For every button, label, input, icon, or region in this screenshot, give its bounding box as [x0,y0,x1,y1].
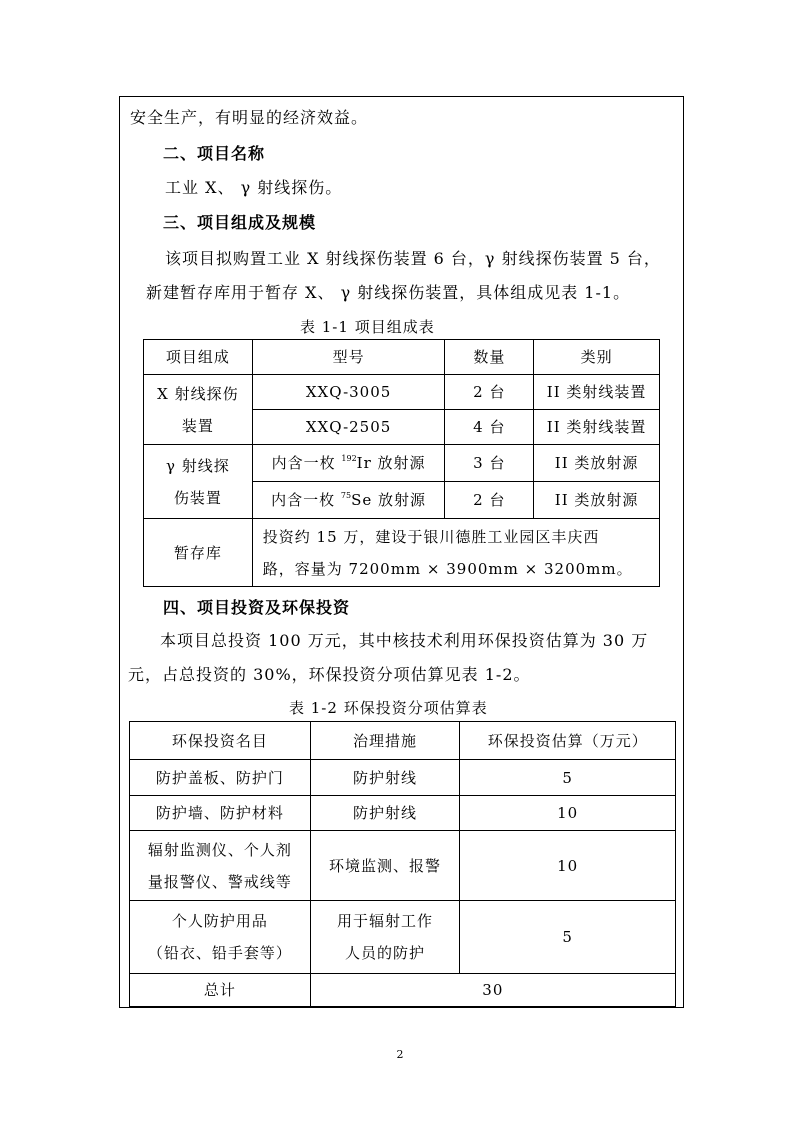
table2-header-cell: 环保投资估算（万元） [460,722,676,760]
section2-heading: 二、项目名称 [163,144,266,163]
table-row [144,519,660,587]
table-row [144,375,660,410]
table-row [130,760,676,796]
measure-cell [310,901,460,974]
storage-line1: 投资约 15 万，建设于银川德胜工业园区丰庆西 [262,527,600,546]
section4-heading: 四、项目投资及环保投资 [163,598,351,617]
measure-cell: 防护射线 [310,796,460,831]
model-prefix: 内含一枚 [271,454,342,472]
qty-cell: 2 台 [445,375,534,410]
amount-cell: 10 [460,831,676,901]
gamma-group-line1: γ 射线探 [166,456,230,475]
table1-header-row [144,340,660,375]
measure-line2: 人员的防护 [345,944,426,962]
xray-group-line2: 装置 [181,416,214,435]
table2-header-cell: 环保投资名目 [130,722,311,760]
category-cell: II 类放射源 [534,445,660,482]
item-line1: 辐射监测仪、个人剂 [147,840,292,859]
gamma-group-cell [144,445,253,519]
model-cell: XXQ-3005 [252,375,445,410]
model-suffix: Ir 放射源 [356,454,426,472]
amount-cell: 5 [460,901,676,974]
section2-text: 工业 X、 γ 射线探伤。 [165,178,343,197]
item-cell: 防护盖板、防护门 [130,760,311,796]
table2-caption: 表 1-2 环保投资分项估算表 [289,699,488,717]
table-row [130,901,676,974]
model-suffix: Se 放射源 [351,491,427,509]
measure-cell: 环境监测、报警 [310,831,460,901]
table-row [130,974,676,1007]
table-row [144,445,660,482]
table-row [130,796,676,831]
xray-group-line1: X 射线探伤 [157,384,239,403]
qty-cell: 3 台 [445,445,534,482]
total-label-cell: 总计 [130,974,311,1007]
table1 [143,339,660,587]
isotope-mass: 192 [341,454,357,463]
qty-cell: 2 台 [445,482,534,519]
measure-cell: 防护射线 [310,760,460,796]
item-cell [130,901,311,974]
intro-line: 安全生产，有明显的经济效益。 [130,108,369,127]
section3-heading: 三、项目组成及规模 [163,213,317,232]
item-line1: 个人防护用品 [171,912,268,930]
model-cell [252,445,445,482]
table2 [129,721,676,1007]
category-cell: II 类放射源 [534,482,660,519]
model-prefix: 内含一枚 [271,491,341,509]
model-cell [252,482,445,519]
category-cell: II 类射线装置 [534,375,660,410]
amount-cell: 5 [460,760,676,796]
table2-header-cell: 治理措施 [310,722,460,760]
total-value-cell: 30 [310,974,675,1007]
section3-line2: 新建暂存库用于暂存 X、 γ 射线探伤装置，具体组成见表 1-1。 [146,283,631,302]
xray-group-cell [144,375,253,445]
amount-cell: 10 [460,796,676,831]
table1-caption: 表 1-1 项目组成表 [300,318,435,336]
table1-header-cell: 型号 [252,340,445,375]
model-cell: XXQ-2505 [252,410,445,445]
storage-line2: 路，容量为 7200mm × 3900mm × 3200mm。 [262,559,633,578]
qty-cell: 4 台 [445,410,534,445]
category-cell: II 类射线装置 [534,410,660,445]
table2-header-row [130,722,676,760]
table-row [130,831,676,901]
storage-label-cell: 暂存库 [144,519,253,587]
table1-header-cell: 数量 [445,340,534,375]
isotope-mass: 75 [340,491,352,500]
item-cell [130,831,311,901]
measure-line1: 用于辐射工作 [337,912,434,930]
item-line2: 量报警仪、警戒线等 [147,872,292,891]
section4-line1: 本项目总投资 100 万元，其中核技术利用环保投资估算为 30 万 [160,631,649,650]
item-line2: （铅衣、铅手套等） [147,944,292,962]
table1-header-cell: 项目组成 [144,340,253,375]
table1-header-cell: 类别 [534,340,660,375]
section4-line2: 元，占总投资的 30%，环保投资分项估算见表 1-2。 [128,665,531,684]
section3-line1: 该项目拟购置工业 X 射线探伤装置 6 台，γ 射线探伤装置 5 台， [165,249,661,268]
page-number: 2 [396,1048,404,1061]
gamma-group-line2: 伤装置 [173,488,222,507]
storage-desc-cell [252,519,659,587]
item-cell: 防护墙、防护材料 [130,796,311,831]
